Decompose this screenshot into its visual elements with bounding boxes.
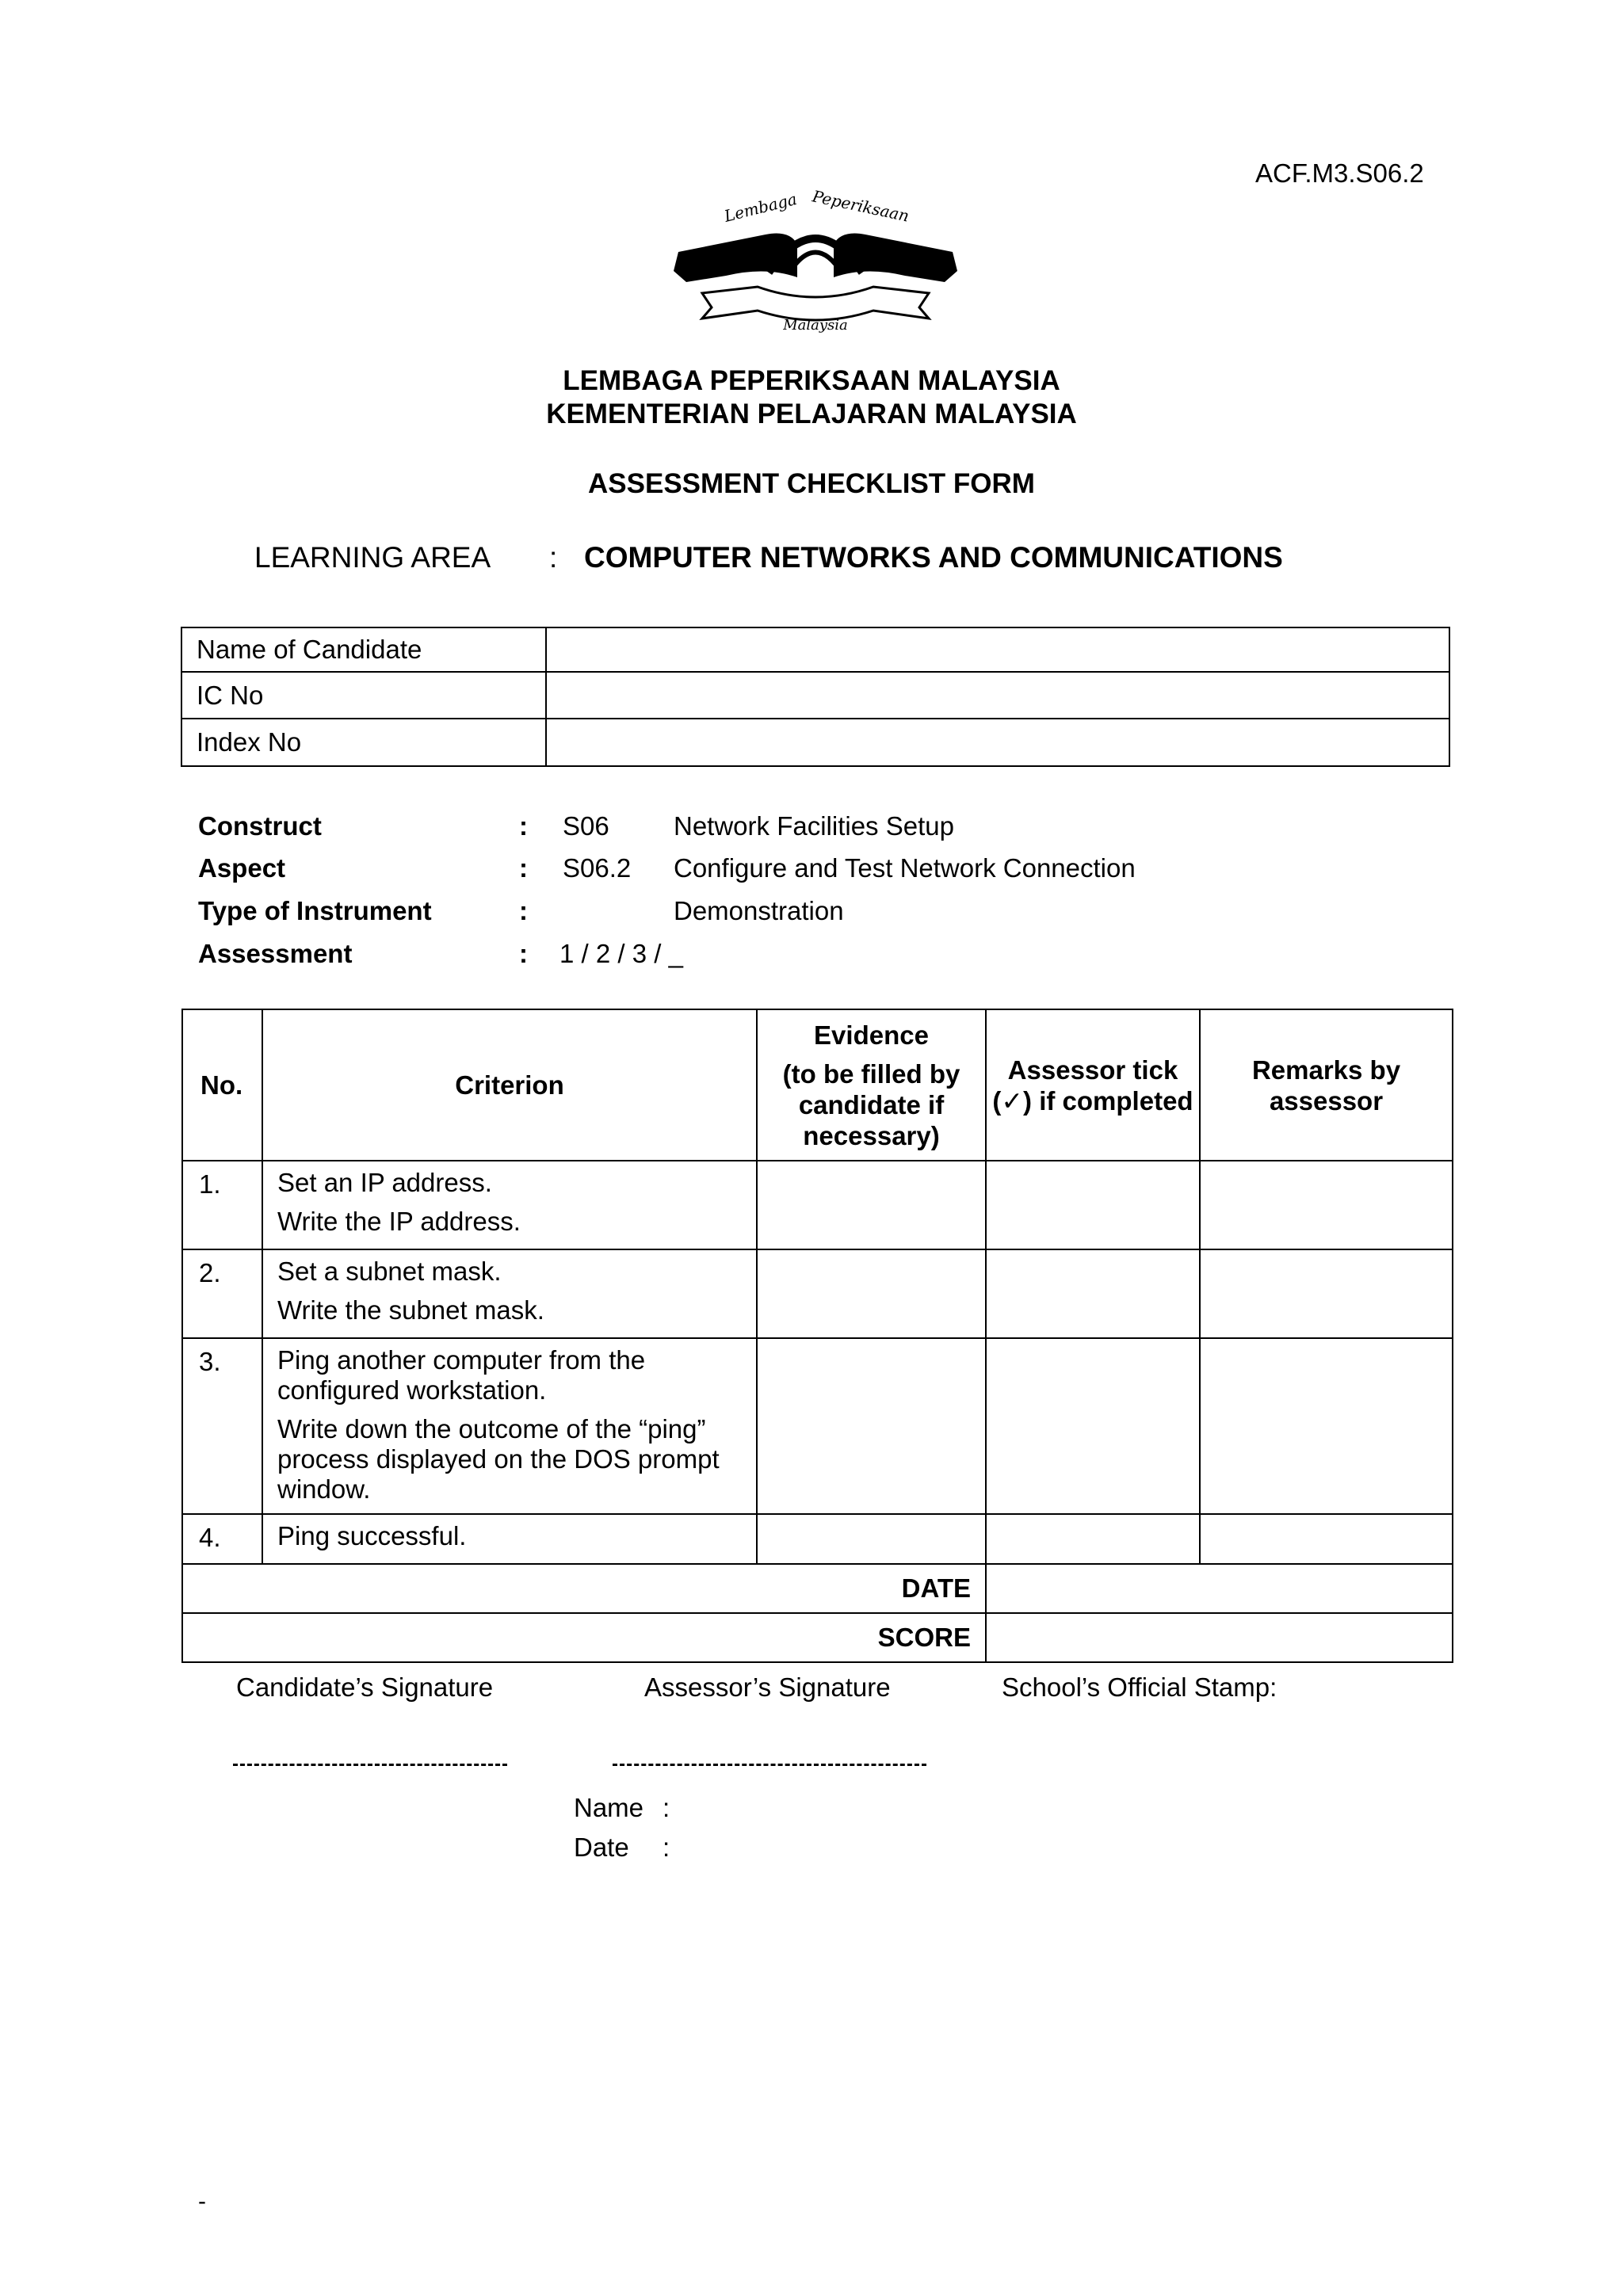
criterion-text bbox=[262, 1338, 757, 1514]
learning-area-value: COMPUTER NETWORKS AND COMMUNICATIONS bbox=[584, 541, 1283, 574]
construct-label: Construct bbox=[198, 811, 322, 841]
column-header-evidence bbox=[757, 1009, 986, 1161]
aspect-code: S06.2 bbox=[563, 853, 632, 883]
assessor-tick-cell[interactable] bbox=[986, 1338, 1200, 1514]
criterion-line: Write down the outcome of the “ping” process displayed on the DOS prompt window. bbox=[277, 1414, 720, 1504]
table-row bbox=[181, 719, 1449, 766]
instrument-value: Demonstration bbox=[674, 896, 844, 925]
instrument-colon: : bbox=[519, 896, 528, 925]
criteria-table bbox=[181, 1009, 1453, 1663]
remarks-cell[interactable] bbox=[1200, 1514, 1453, 1564]
candidate-name-label: Name of Candidate bbox=[181, 627, 546, 672]
candidate-signature-line[interactable] bbox=[233, 1764, 507, 1766]
column-header-no: No. bbox=[182, 1009, 262, 1161]
assessment-label: Assessment bbox=[198, 939, 353, 968]
assessor-tick-note: (✓) if completed bbox=[992, 1085, 1193, 1116]
table-row bbox=[182, 1514, 1453, 1564]
svg-text:Peperiksaan: Peperiksaan bbox=[810, 189, 911, 226]
assessor-tick-cell[interactable] bbox=[986, 1249, 1200, 1338]
score-row bbox=[182, 1613, 1453, 1662]
remarks-cell[interactable] bbox=[1200, 1249, 1453, 1338]
assessor-name-label: Name bbox=[574, 1793, 644, 1822]
criterion-line: Set an IP address. bbox=[277, 1168, 492, 1197]
form-title: ASSESSMENT CHECKLIST FORM bbox=[588, 468, 1035, 499]
document-code: ACF.M3.S06.2 bbox=[1255, 158, 1424, 188]
criterion-text bbox=[262, 1249, 757, 1338]
criterion-number: 4. bbox=[182, 1514, 262, 1564]
criterion-number: 3. bbox=[182, 1338, 262, 1514]
evidence-cell[interactable] bbox=[757, 1514, 986, 1564]
remarks-cell[interactable] bbox=[1200, 1161, 1453, 1249]
index-no-label: Index No bbox=[181, 719, 546, 766]
criterion-text bbox=[262, 1514, 757, 1564]
svg-text:Lembaga: Lembaga bbox=[722, 189, 799, 226]
ic-no-label: IC No bbox=[181, 672, 546, 719]
table-row bbox=[181, 627, 1449, 672]
construct-description: Network Facilities Setup bbox=[674, 811, 954, 841]
table-row bbox=[181, 672, 1449, 719]
column-header-criterion: Criterion bbox=[262, 1009, 757, 1161]
date-label: DATE bbox=[182, 1564, 986, 1613]
construct-code: S06 bbox=[563, 811, 609, 841]
evidence-title: Evidence bbox=[814, 1020, 929, 1050]
candidate-details-table bbox=[181, 627, 1450, 767]
aspect-colon: : bbox=[519, 853, 528, 883]
learning-area-colon: : bbox=[549, 541, 558, 574]
organization-name: LEMBAGA PEPERIKSAAN MALAYSIA bbox=[563, 365, 1060, 396]
criterion-line: Set a subnet mask. bbox=[277, 1257, 502, 1286]
assessment-colon: : bbox=[519, 939, 528, 968]
aspect-description: Configure and Test Network Connection bbox=[674, 853, 1136, 883]
criterion-line: Write the subnet mask. bbox=[277, 1295, 544, 1325]
index-no-field[interactable] bbox=[546, 719, 1449, 766]
assessor-tick-cell[interactable] bbox=[986, 1514, 1200, 1564]
column-header-remarks: Remarks by assessor bbox=[1200, 1009, 1453, 1161]
assessor-date-label: Date bbox=[574, 1833, 629, 1862]
evidence-cell[interactable] bbox=[757, 1338, 986, 1514]
assessor-date-colon: : bbox=[663, 1833, 670, 1862]
criterion-line: Write the IP address. bbox=[277, 1207, 521, 1236]
learning-area-label: LEARNING AREA bbox=[254, 541, 491, 574]
table-header-row bbox=[182, 1009, 1453, 1161]
criterion-line: Ping another computer from the configured workstation. bbox=[277, 1345, 646, 1405]
svg-text:Malaysia: Malaysia bbox=[783, 317, 848, 333]
criterion-text bbox=[262, 1161, 757, 1249]
assessor-name-colon: : bbox=[663, 1793, 670, 1822]
assessor-signature-label: Assessor’s Signature bbox=[644, 1672, 891, 1702]
assessor-tick-cell[interactable] bbox=[986, 1161, 1200, 1249]
candidate-name-field[interactable] bbox=[546, 627, 1449, 672]
assessor-tick-title: Assessor tick bbox=[1007, 1055, 1178, 1085]
construct-colon: : bbox=[519, 811, 528, 841]
aspect-label: Aspect bbox=[198, 853, 286, 883]
criterion-line: Ping successful. bbox=[277, 1521, 467, 1550]
date-row bbox=[182, 1564, 1453, 1613]
score-field[interactable] bbox=[986, 1613, 1453, 1662]
score-label: SCORE bbox=[182, 1613, 986, 1662]
assessor-signature-line[interactable] bbox=[613, 1764, 926, 1766]
assessment-value: 1 / 2 / 3 / _ bbox=[559, 939, 683, 968]
footer-mark: - bbox=[198, 2188, 206, 2214]
remarks-cell[interactable] bbox=[1200, 1338, 1453, 1514]
evidence-cell[interactable] bbox=[757, 1249, 986, 1338]
candidate-signature-label: Candidate’s Signature bbox=[236, 1672, 494, 1702]
criterion-number: 1. bbox=[182, 1161, 262, 1249]
table-row bbox=[182, 1161, 1453, 1249]
date-field[interactable] bbox=[986, 1564, 1453, 1613]
instrument-label: Type of Instrument bbox=[198, 896, 432, 925]
evidence-note: (to be filled by candidate if necessary) bbox=[782, 1058, 960, 1150]
lembaga-peperiksaan-malaysia-logo-icon bbox=[670, 189, 960, 333]
table-row bbox=[182, 1249, 1453, 1338]
school-stamp-label: School’s Official Stamp: bbox=[1002, 1672, 1277, 1702]
ic-no-field[interactable] bbox=[546, 672, 1449, 719]
column-header-assessor-tick bbox=[986, 1009, 1200, 1161]
ministry-name: KEMENTERIAN PELAJARAN MALAYSIA bbox=[546, 399, 1077, 429]
evidence-cell[interactable] bbox=[757, 1161, 986, 1249]
criterion-number: 2. bbox=[182, 1249, 262, 1338]
table-row bbox=[182, 1338, 1453, 1514]
